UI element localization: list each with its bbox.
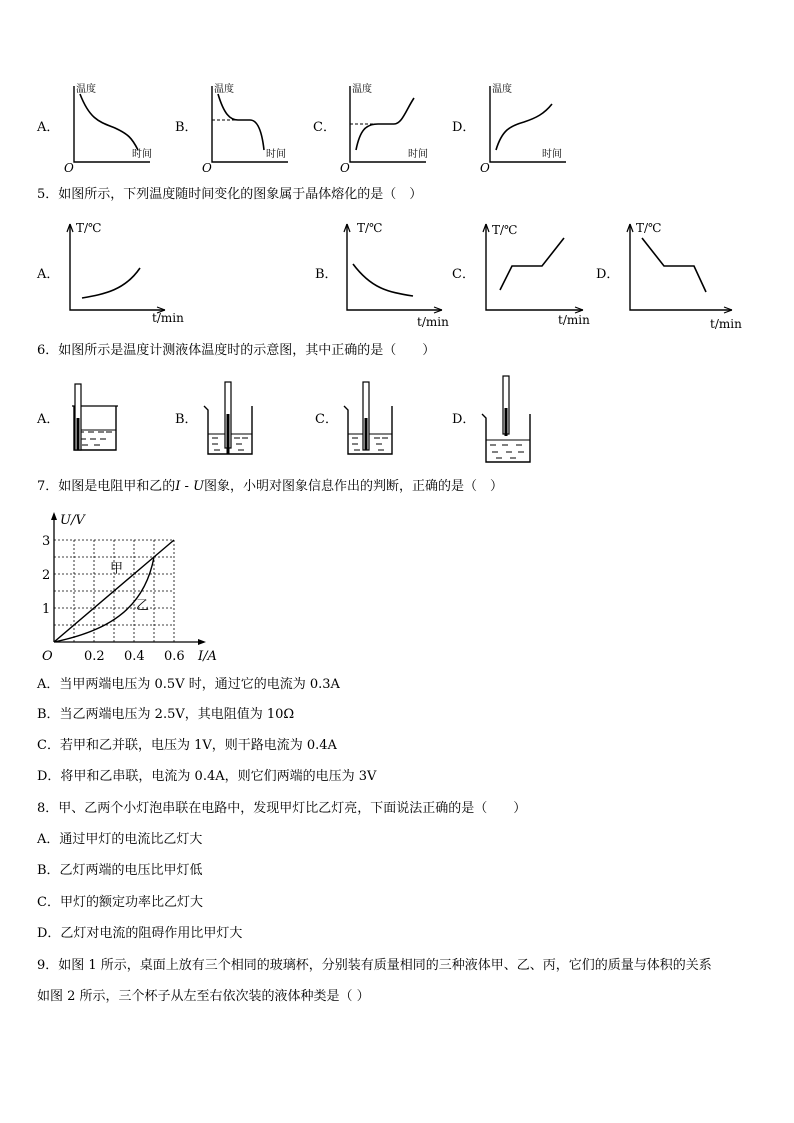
q8-option-d: D．乙灯对电流的阻碍作用比甲灯大 xyxy=(37,926,243,941)
q4-b-y-label: 温度 xyxy=(214,84,234,95)
q5-question: 5．如图所示，下列温度随时间变化的图象属于晶体熔化的是（ ） xyxy=(37,187,423,202)
q4-b-origin: O xyxy=(202,161,212,175)
q5-d-x-label: t/min xyxy=(710,317,742,331)
q4-graph-d xyxy=(476,80,576,175)
y-tick-label: 1 xyxy=(42,602,51,617)
x-tick-label: 0.6 xyxy=(164,649,185,664)
q6-beaker-c xyxy=(340,378,400,463)
origin-label: O xyxy=(42,649,53,664)
q4-graph-c xyxy=(336,80,436,175)
q4-c-y-label: 温度 xyxy=(352,84,372,95)
q6-option-d-label: D． xyxy=(452,412,476,427)
q6-beaker-d xyxy=(478,374,538,466)
q5-b-curve xyxy=(353,264,413,296)
q7-option-c: C．若甲和乙并联，电压为 1V，则干路电流为 0.4A xyxy=(37,738,337,753)
q5-c-curve xyxy=(500,238,564,290)
q9-question-line1: 9．如图 1 所示，桌面上放有三个相同的玻璃杯，分别装有质量相同的三种液体甲、乙、丙，它们的质量与体积的关系 xyxy=(37,958,712,973)
q4-b-curve xyxy=(218,94,264,150)
q8-option-c: C．甲灯的额定功率比乙灯大 xyxy=(37,895,203,910)
q4-d-curve xyxy=(496,104,552,150)
q8-option-a: A．通过甲灯的电流比乙灯大 xyxy=(37,832,203,847)
q5-graph-a xyxy=(60,218,184,328)
q4-option-d-label: D． xyxy=(452,120,476,135)
q7-question: 7．如图是电阻甲和乙的I - U图象，小明对图象信息作出的判断，正确的是（ ） xyxy=(37,479,504,494)
q6-question: 6．如图所示是温度计测液体温度时的示意图，其中正确的是（ ） xyxy=(37,343,436,358)
q4-option-a-label: A． xyxy=(37,120,60,135)
q4-a-curve xyxy=(80,94,138,150)
q5-option-d-label: D． xyxy=(596,267,620,282)
q6-option-a-label: A． xyxy=(37,412,60,427)
q6-option-c-label: C． xyxy=(315,412,338,427)
q4-c-origin: O xyxy=(340,161,350,175)
q9-question-line2: 如图 2 所示，三个杯子从左至右依次装的液体种类是（ ） xyxy=(37,989,370,1004)
q5-a-curve xyxy=(82,268,140,298)
q4-a-x-label: 时间 xyxy=(132,149,152,160)
q4-b-x-label: 时间 xyxy=(266,149,286,160)
q4-graph-b xyxy=(198,80,298,175)
q8-question: 8．甲、乙两个小灯泡串联在电路中，发现甲灯比乙灯亮，下面说法正确的是（ ） xyxy=(37,801,527,816)
q4-d-origin: O xyxy=(480,161,490,175)
q5-option-c-label: C． xyxy=(452,267,475,282)
q7-option-a: A．当甲两端电压为 0.5V 时，通过它的电流为 0.3A xyxy=(37,677,340,692)
q5-option-a-label: A． xyxy=(37,267,60,282)
q6-beaker-a xyxy=(66,378,126,458)
y-tick-label: 3 xyxy=(42,534,51,549)
q4-a-y-label: 温度 xyxy=(76,84,96,95)
q5-b-y-label: T/℃ xyxy=(357,221,383,235)
q5-option-b-label: B． xyxy=(315,267,338,282)
q5-graph-b xyxy=(337,218,447,328)
x-tick-label: 0.2 xyxy=(84,649,105,664)
q7-option-d: D．将甲和乙串联，电流为 0.4A，则它们两端的电压为 3V xyxy=(37,769,377,784)
y-axis-label: U/V xyxy=(60,513,85,528)
q5-graph-c xyxy=(478,218,588,328)
q8-option-b: B．乙灯两端的电压比甲灯低 xyxy=(37,863,203,878)
q4-graph-a xyxy=(60,80,160,175)
q4-d-x-label: 时间 xyxy=(542,149,562,160)
q6-option-b-label: B． xyxy=(175,412,198,427)
y-tick-label: 2 xyxy=(42,568,51,583)
q5-c-y-label: T/℃ xyxy=(492,223,518,237)
q5-d-curve xyxy=(642,238,706,292)
q4-d-y-label: 温度 xyxy=(492,84,512,95)
chart-labels xyxy=(42,513,217,664)
q4-c-x-label: 时间 xyxy=(408,149,428,160)
q6-beaker-b xyxy=(200,378,260,463)
q5-graph-d xyxy=(622,218,742,330)
q4-option-c-label: C． xyxy=(313,120,336,135)
q4-option-b-label: B． xyxy=(175,120,198,135)
q7-option-b: B．当乙两端电压为 2.5V，其电阻值为 10Ω xyxy=(37,707,295,722)
q4-a-origin: O xyxy=(64,161,74,175)
x-axis-arrow xyxy=(198,639,206,645)
series-yi-label: 乙 xyxy=(136,598,150,614)
x-axis-label: I/A xyxy=(198,649,217,664)
y-axis-arrow xyxy=(51,512,57,520)
q5-a-x-label: t/min xyxy=(152,311,184,325)
q5-c-x-label: t/min xyxy=(558,313,590,327)
q4-c-curve xyxy=(356,98,414,150)
series-jia-label: 甲 xyxy=(110,561,124,577)
x-tick-label: 0.4 xyxy=(124,649,145,664)
q5-d-y-label: T/℃ xyxy=(636,221,662,235)
q5-a-y-label: T/℃ xyxy=(76,221,102,235)
q7-iu-chart xyxy=(38,508,218,668)
q5-b-x-label: t/min xyxy=(417,315,449,329)
